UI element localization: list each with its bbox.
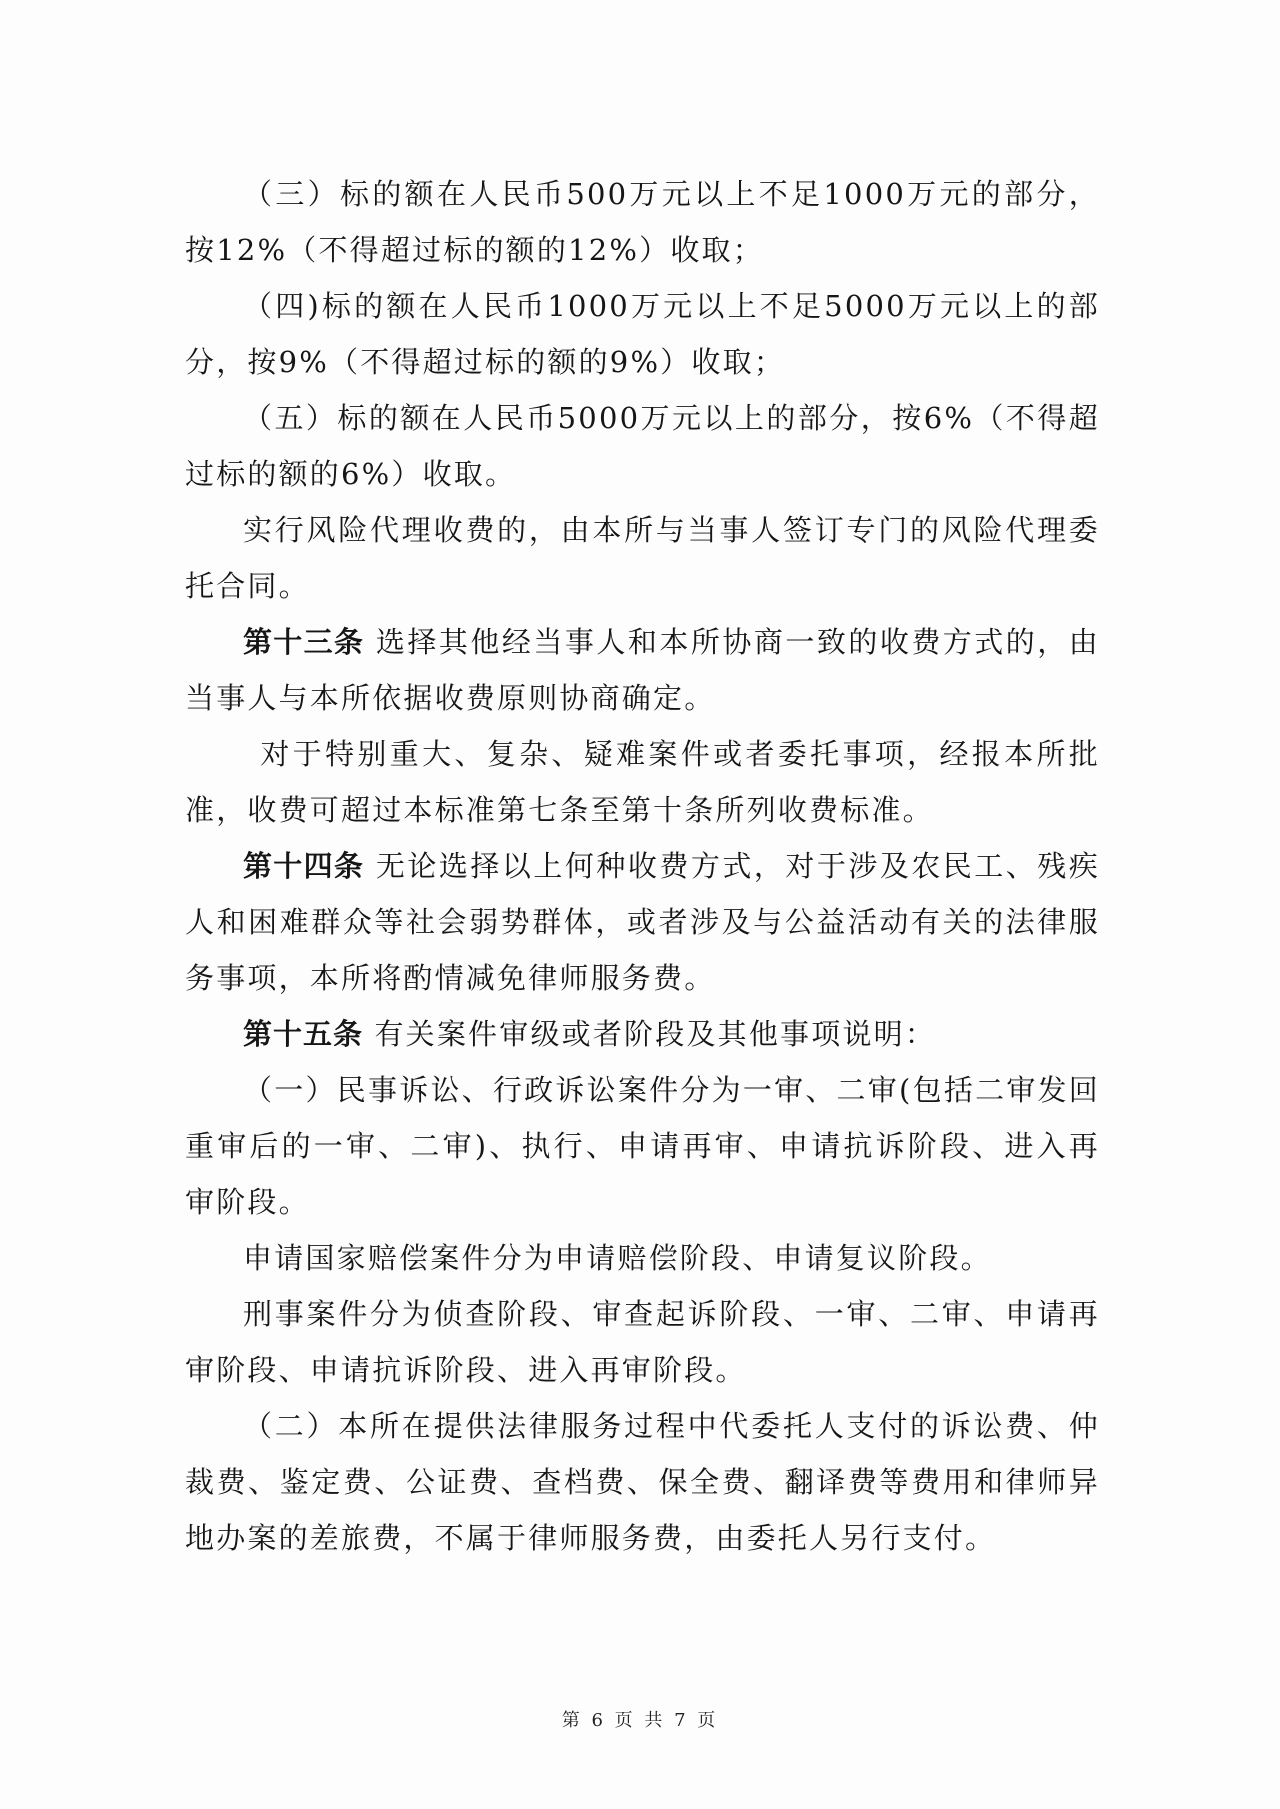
- paragraph-text: 申请国家赔偿案件分为申请赔偿阶段、申请复议阶段。: [243, 1241, 992, 1275]
- paragraph-text: 对于特别重大、复杂、疑难案件或者委托事项，经报本所批准，收费可超过本标准第七条至第十条所列收费标准。: [185, 737, 1100, 827]
- paragraph-item-1: [185, 1062, 1100, 1230]
- paragraph-text: 选择其他经当事人和本所协商一致的收费方式的，由当事人与本所依据收费原则协商确定。: [185, 625, 1100, 715]
- paragraph-risk-agency: [185, 502, 1100, 614]
- article-14: [185, 838, 1100, 1006]
- article-heading: 第十四条: [243, 849, 365, 883]
- paragraph-text: （三）标的额在人民币500万元以上不足1000万元的部分，按12%（不得超过标的额的12%）收取；: [185, 177, 1100, 267]
- paragraph-item-4: [185, 278, 1100, 390]
- paragraph-text: （一）民事诉讼、行政诉讼案件分为一审、二审(包括二审发回重审后的一审、二审)、执行、申请再审、申请抗诉阶段、进入再审阶段。: [185, 1073, 1100, 1219]
- paragraph-criminal-cases: [185, 1286, 1100, 1398]
- article-13: [185, 614, 1100, 726]
- paragraph-major-cases: [185, 726, 1100, 838]
- article-heading: 第十三条: [243, 625, 365, 659]
- paragraph-text: 有关案件审级或者阶段及其他事项说明：: [374, 1017, 937, 1051]
- article-heading: 第十五条: [243, 1017, 364, 1051]
- paragraph-state-compensation: [185, 1230, 1100, 1286]
- paragraph-text: 实行风险代理收费的，由本所与当事人签订专门的风险代理委托合同。: [185, 513, 1100, 603]
- paragraph-text: 刑事案件分为侦查阶段、审查起诉阶段、一审、二审、申请再审阶段、申请抗诉阶段、进入再审阶段。: [185, 1297, 1100, 1387]
- paragraph-text: 无论选择以上何种收费方式，对于涉及农民工、残疾人和困难群众等社会弱势群体，或者涉及与公益活动有关的法律服务事项，本所将酌情减免律师服务费。: [185, 849, 1100, 995]
- paragraph-item-2: [185, 1398, 1100, 1566]
- page-number-footer: 第 6 页 共 7 页: [561, 1710, 719, 1731]
- paragraph-text: （四)标的额在人民币1000万元以上不足5000万元以上的部分，按9%（不得超过标的额的9%）收取；: [185, 289, 1100, 379]
- document-body: [185, 166, 1100, 1566]
- paragraph-text: （二）本所在提供法律服务过程中代委托人支付的诉讼费、仲裁费、鉴定费、公证费、查档费、保全费、翻译费等费用和律师异地办案的差旅费，不属于律师服务费，由委托人另行支付。: [185, 1409, 1100, 1555]
- paragraph-item-5: [185, 390, 1100, 502]
- article-15: [185, 1006, 1100, 1062]
- paragraph-text: （五）标的额在人民币5000万元以上的部分，按6%（不得超过标的额的6%）收取。: [185, 401, 1100, 491]
- paragraph-item-3: [185, 166, 1100, 278]
